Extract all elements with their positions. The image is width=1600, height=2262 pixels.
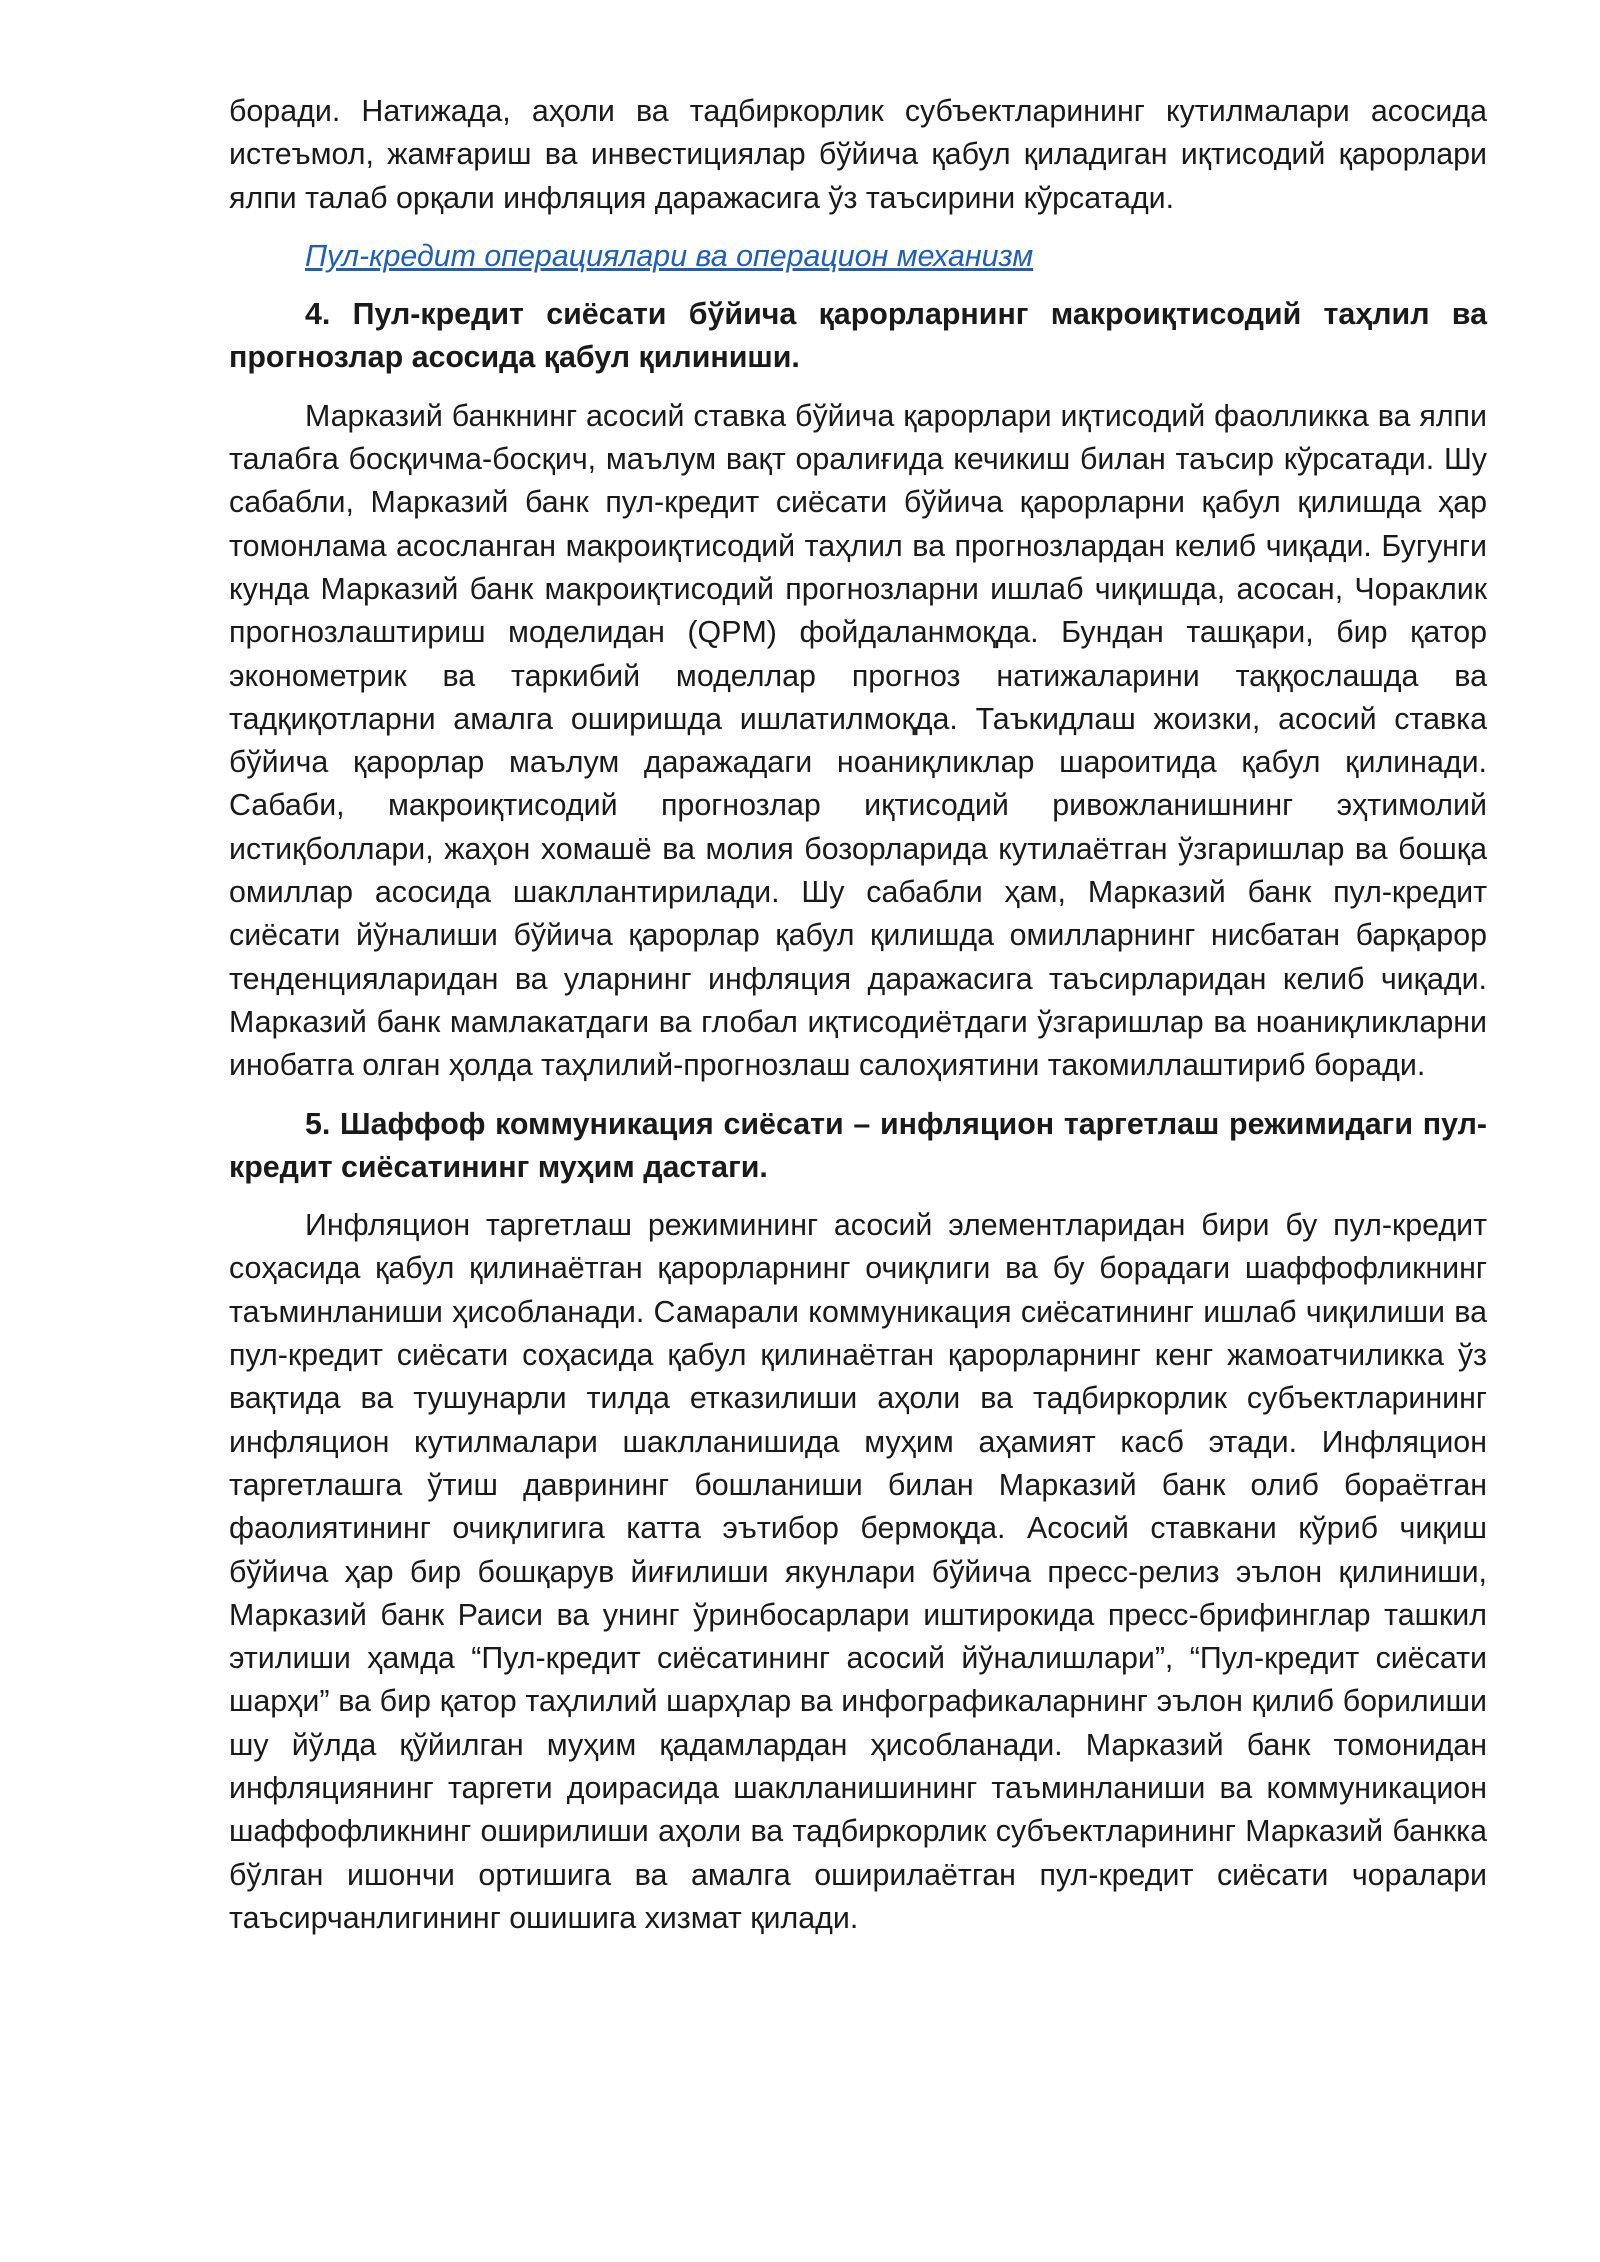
- section-4-paragraph: Марказий банкнинг асосий ставка бўйича қарорлари иқтисодий фаолликка ва ялпи талабга босқичма-босқич, маълум вақт оралиғида кечикиш билан таъсир кўрсатади. Шу сабабли, Марказий банк пул-кредит сиёсати бўйича қарорларни қабул қилишда ҳар томонлама асосланган макроиқтисодий таҳлил ва прогнозлардан келиб чиқади. Бугунги кунда Марказий банк макроиқтисодий прогнозларни ишлаб чиқишда, асосан, Чораклик прогнозлаштириш моделидан (QPM) фойдаланмоқда. Бундан ташқари, бир қатор эконометрик ва таркибий моделлар прогноз натижаларини таққослашда ва тадқиқотларни амалга оширишда ишлатилмоқда. Таъкидлаш жоизки, асосий ставка бўйича қарорлар маълум даражадаги ноаниқликлар шароитида қабул қилинади. Сабаби, макроиқтисодий прогнозлар иқтисодий ривожланишнинг эҳтимолий истиқболлари, жаҳон хомашё ва молия бозорларида кутилаётган ўзгаришлар ва бошқа омиллар асосида шакллантирилади. Шу сабабли ҳам, Марказий банк пул-кредит сиёсати йўналиши бўйича қарорлар қабул қилишда омилларнинг нисбатан барқарор тенденцияларидан ва уларнинг инфляция даражасига таъсирларидан келиб чиқади. Марказий банк мамлакатдаги ва глобал иқтисодиётдаги ўзгаришлар ва ноаниқликларни инобатга олган ҳолда таҳлилий-прогнозлаш салоҳиятини такомиллаштириб боради.: [229, 398, 1487, 1083]
- operations-mechanism-link[interactable]: Пул-кредит операциялари ва операцион механизм: [305, 238, 1034, 273]
- section-4-heading: 4. Пул-кредит сиёсати бўйича қарорларнинг макроиқтисодий таҳлил ва прогнозлар асосида қабул қилиниши.: [229, 297, 1487, 375]
- document-page: [229, 90, 1487, 1940]
- intro-paragraph: боради. Натижада, аҳоли ва тадбиркорлик субъектларининг кутилмалари асосида истеъмол, жамғариш ва инвестициялар бўйича қабул қиладиган иқтисодий қарорлари ялпи талаб орқали инфляция даражасига ўз таъсирини кўрсатади.: [229, 94, 1487, 215]
- section-link-line: [229, 235, 1487, 278]
- section-5-paragraph: Инфляцион таргетлаш режимининг асосий элементларидан бири бу пул-кредит соҳасида қабул қилинаётган қарорларнинг очиқлиги ва бу борадаги шаффофликнинг таъминланиши ҳисобланади. Самарали коммуникация сиёсатининг ишлаб чиқилиши ва пул-кредит сиёсати соҳасида қабул қилинаётган қарорларнинг кенг жамоатчиликка ўз вақтида ва тушунарли тилда етказилиши аҳоли ва тадбиркорлик субъектларининг инфляцион кутилмалари шаклланишида муҳим аҳамият касб этади. Инфляцион таргетлашга ўтиш даврининг бошланиши билан Марказий банк олиб бораётган фаолиятининг очиқлигига катта эътибор бермоқда. Асосий ставкани кўриб чиқиш бўйича ҳар бир бошқарув йиғилиши якунлари бўйича пресс-релиз эълон қилиниши, Марказий банк Раиси ва унинг ўринбосарлари иштирокида пресс-брифинглар ташкил этилиши ҳамда “Пул-кредит сиёсатининг асосий йўналишлари”, “Пул-кредит сиёсати шарҳи” ва бир қатор таҳлилий шарҳлар ва инфографикаларнинг эълон қилиб борилиши шу йўлда қўйилган муҳим қадамлардан ҳисобланади. Марказий банк томонидан инфляциянинг таргети доирасида шаклланишининг таъминланиши ва коммуникацион шаффофликнинг оширилиши аҳоли ва тадбиркорлик субъектларининг Марказий банкка бўлган ишончи ортишига ва амалга оширилаётган пул-кредит сиёсати чоралари таъсирчанлигининг ошишига хизмат қилади.: [229, 1208, 1487, 1935]
- section-5-heading: 5. Шаффоф коммуникация сиёсати – инфляцион таргетлаш режимидаги пул-кредит сиёсатининг муҳим дастаги.: [229, 1106, 1487, 1184]
